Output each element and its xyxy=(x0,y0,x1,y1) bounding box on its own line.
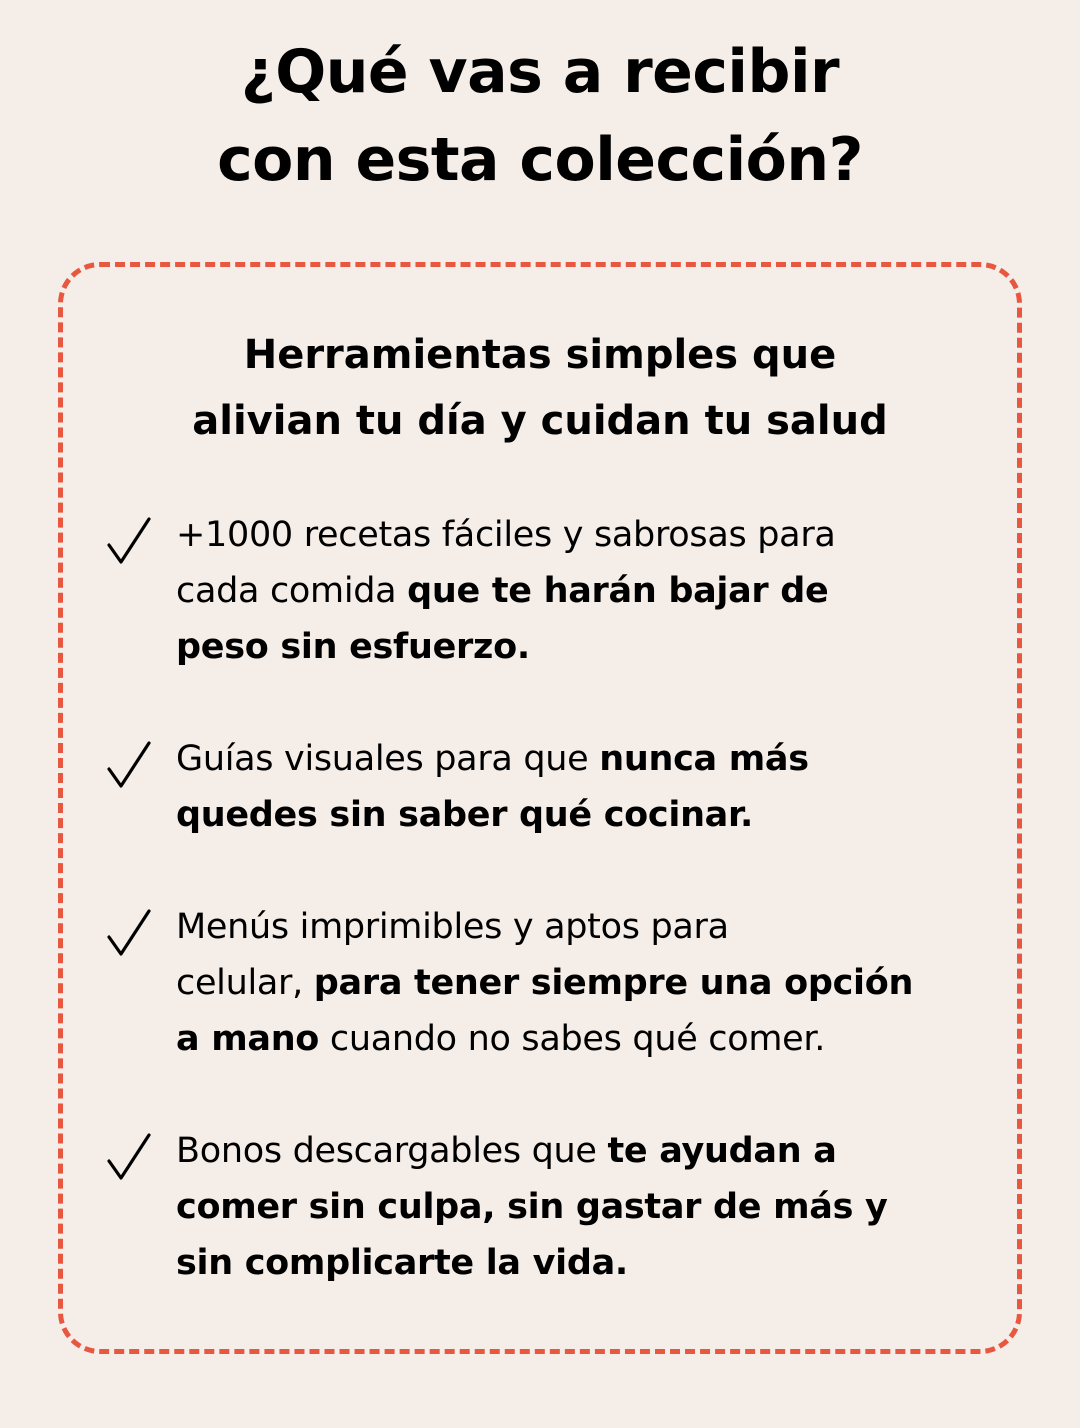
benefit-text xyxy=(176,507,986,675)
benefit-text-bold: peso sin esfuerzo. xyxy=(176,627,530,667)
benefit-text-line xyxy=(176,955,986,1011)
benefit-text-bold: te ayudan a xyxy=(607,1131,837,1171)
benefit-text-line xyxy=(176,507,986,563)
benefit-text-regular: +1000 recetas fáciles y sabrosas para xyxy=(176,515,836,555)
benefit-text-bold: nunca más xyxy=(599,739,809,779)
benefit-text-bold: para tener siempre una opción xyxy=(313,963,914,1003)
benefit-text-line xyxy=(176,563,986,619)
benefit-text-line xyxy=(176,1011,986,1067)
benefit-text-bold: que te harán bajar de xyxy=(407,571,829,611)
benefit-text xyxy=(176,731,986,843)
benefit-text-line xyxy=(176,1123,986,1179)
page-title-line-1: ¿Qué vas a recibir xyxy=(240,37,840,107)
benefit-text-regular: Bonos descargables que xyxy=(176,1131,608,1171)
benefit-text xyxy=(176,899,986,1067)
benefit-text-regular: cuando no sabes qué comer. xyxy=(319,1019,826,1059)
benefit-text-line xyxy=(176,899,986,955)
card-subheading-line-1: Herramientas simples que xyxy=(243,332,837,378)
benefit-text-line xyxy=(176,787,986,843)
benefit-text-regular: Menús imprimibles y aptos para xyxy=(176,907,729,947)
benefit-text-bold: sin complicarte la vida. xyxy=(176,1243,628,1283)
checkmark-icon xyxy=(104,739,154,791)
benefit-text-bold: a mano xyxy=(176,1019,320,1059)
benefit-text-line xyxy=(176,619,986,675)
benefit-text-bold: comer sin culpa, sin gastar de más y xyxy=(176,1187,888,1227)
checkmark-icon xyxy=(104,515,154,567)
benefit-text xyxy=(176,1123,986,1291)
benefit-text-regular: cada comida xyxy=(176,571,408,611)
card-subheading-line-2: alivian tu día y cuidan tu salud xyxy=(192,398,888,444)
checkmark-icon xyxy=(104,1131,154,1183)
benefit-text-line xyxy=(176,1235,986,1291)
benefit-text-regular: celular, xyxy=(176,963,314,1003)
card-subheading xyxy=(0,322,1080,454)
benefit-text-line xyxy=(176,731,986,787)
page-title xyxy=(0,28,1080,204)
page-title-line-2: con esta colección? xyxy=(217,125,863,195)
benefit-text-line xyxy=(176,1179,986,1235)
benefit-text-bold: quedes sin saber qué cocinar. xyxy=(176,795,753,835)
checkmark-icon xyxy=(104,907,154,959)
benefit-text-regular: Guías visuales para que xyxy=(176,739,600,779)
